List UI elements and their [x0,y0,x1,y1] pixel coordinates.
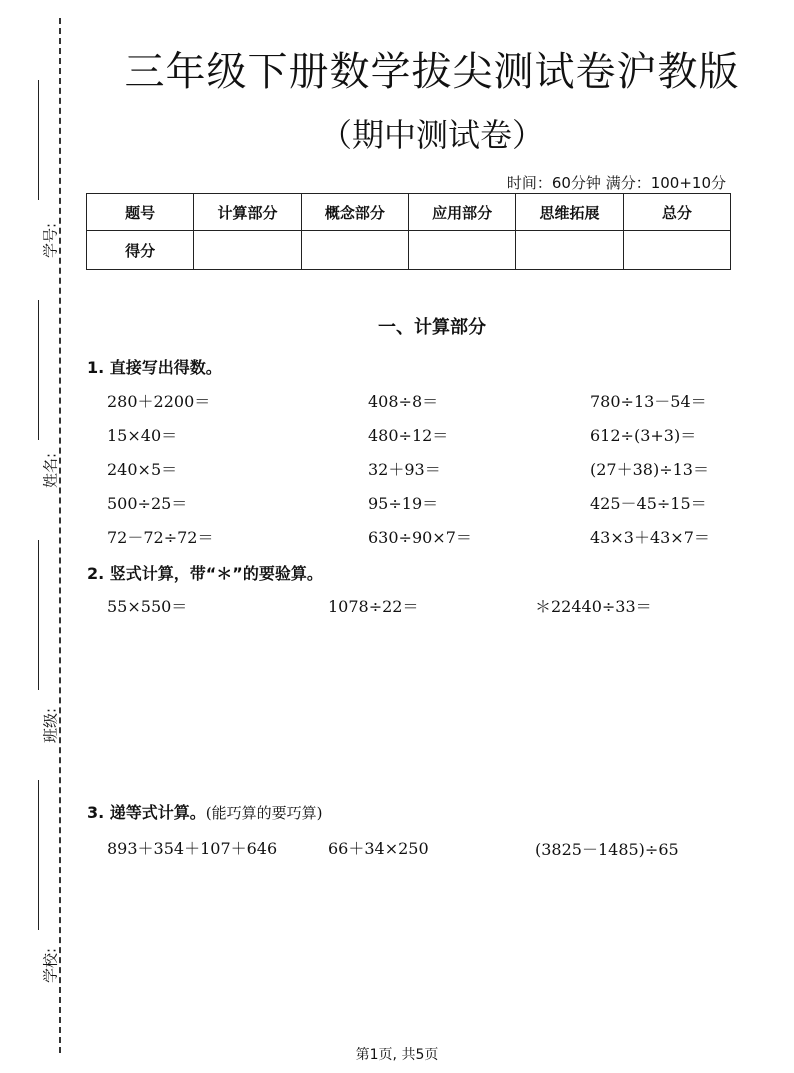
q1-item: 480÷12＝ [368,426,449,445]
score-cell-calculation[interactable] [194,231,301,270]
exam-subtitle: （期中测试卷） [319,116,544,154]
student-id-label: 学号: [41,222,60,259]
score-cell-total[interactable] [623,231,730,270]
binding-margin [0,0,70,1073]
q2-item: 1078÷22＝ [328,597,419,616]
q1-item: 280＋2200＝ [107,392,211,411]
question-3-heading [87,800,323,823]
q1-item: 32＋93＝ [368,460,441,479]
binding-dashed-line [59,18,61,1053]
q1-item: 425－45÷15＝ [590,494,707,513]
q3-item: 66＋34×250 [328,839,429,858]
q1-item: 780÷13－54＝ [590,392,707,411]
score-cell-concept[interactable] [301,231,408,270]
q3-item: (3825－1485)÷65 [535,840,679,859]
question-3-heading-text: 3. 递等式计算。 [87,803,206,822]
q1-item: 95÷19＝ [368,494,439,513]
q2-item: 55×550＝ [107,597,188,616]
q1-item: 408÷8＝ [368,392,439,411]
question-2-heading: 2. 竖式计算，带“＊”的要验算。 [87,564,323,583]
score-table-header-cell: 应用部分 [408,194,515,231]
school-label: 学校: [41,947,60,984]
class-field[interactable] [14,540,60,770]
school-underline [38,780,39,930]
exam-title: 三年级下册数学拔尖测试卷沪教版 [124,49,740,95]
section-title-calculation: 一、计算部分 [378,317,486,338]
q1-item: (27＋38)÷13＝ [590,460,709,479]
score-table-header-cell: 总分 [623,194,730,231]
score-table-header-cell: 计算部分 [194,194,301,231]
score-table-header-cell: 题号 [87,194,194,231]
student-id-underline [38,80,39,200]
q1-item: 15×40＝ [107,426,178,445]
score-cell-application[interactable] [408,231,515,270]
score-cell-thinking[interactable] [516,231,623,270]
question-1-heading: 1. 直接写出得数。 [87,358,222,377]
page-footer: 第1页, 共5页 [355,1047,439,1063]
score-row-label: 得分 [87,231,194,270]
score-table [86,193,731,270]
q1-item: 630÷90×7＝ [368,528,472,547]
class-underline [38,540,39,690]
name-field[interactable] [14,300,60,500]
q1-item: 612÷(3+3)＝ [590,426,697,445]
name-label: 姓名: [41,452,60,489]
q1-item: 240×5＝ [107,460,178,479]
student-id-field[interactable] [14,80,60,280]
score-table-score-row [87,231,731,270]
q1-item: 43×3＋43×7＝ [590,528,710,547]
q1-item: 500÷25＝ [107,494,188,513]
score-table-header-row [87,194,731,231]
q1-item: 72－72÷72＝ [107,528,214,547]
time-info: 时间：60分钟 满分：100+10分 [506,174,726,192]
q3-item: 893＋354＋107＋646 [107,839,278,858]
name-underline [38,300,39,440]
q2-item: ＊22440÷33＝ [535,597,652,616]
score-table-header-cell: 思维拓展 [516,194,623,231]
question-3-note: (能巧算的要巧算) [205,804,323,822]
school-field[interactable] [14,780,60,990]
score-table-header-cell: 概念部分 [301,194,408,231]
class-label: 班级: [41,707,60,744]
